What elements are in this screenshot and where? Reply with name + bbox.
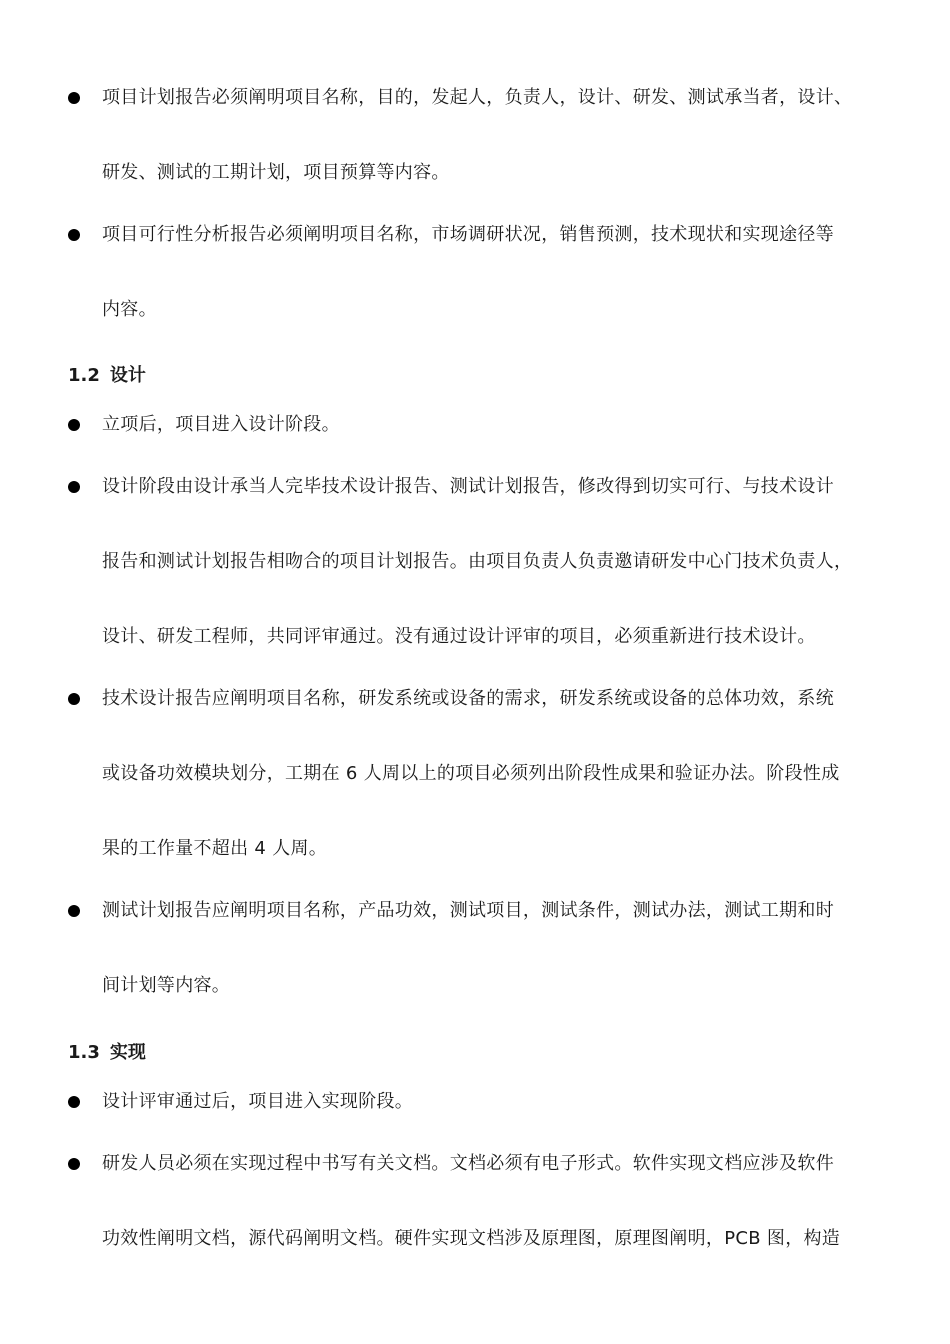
text-line: 报告和测试计划报告相吻合的项目计划报告。由项目负责人负责邀请研发中心门技术负责人， — [102, 551, 853, 572]
paragraph — [102, 220, 892, 370]
section-heading — [68, 361, 146, 391]
text-line: 项目计划报告必须阐明项目名称，目的，发起人，负责人，设计、研发、测试承当者，设计、 — [102, 87, 853, 108]
text-line: 技术设计报告应阐明项目名称，研发系统或设备的需求，研发系统或设备的总体功效，系统 — [102, 688, 834, 709]
text-line: 测试计划报告应阐明项目名称，产品功效，测试项目，测试条件，测试办法，测试工期和时 — [102, 900, 834, 921]
bullet-icon — [68, 229, 80, 241]
paragraph — [102, 472, 892, 697]
text-line: 设计评审通过后，项目进入实现阶段。 — [102, 1091, 414, 1112]
bullet-icon — [68, 481, 80, 493]
bullet-icon — [68, 693, 80, 705]
list-item — [102, 896, 892, 1046]
text-line: 设计阶段由设计承当人完毕技术设计报告、测试计划报告，修改得到切实可行、与技术设计 — [102, 476, 834, 497]
paragraph — [102, 896, 892, 1046]
bullet-icon — [68, 1096, 80, 1108]
list-item — [102, 83, 892, 233]
text-line: 设计、研发工程师，共同评审通过。没有通过设计评审的项目，必须重新进行技术设计。 — [102, 626, 816, 647]
paragraph — [102, 83, 892, 233]
section-number: 1.3 — [68, 1042, 100, 1063]
paragraph — [102, 1149, 892, 1299]
bullet-icon — [68, 905, 80, 917]
bullet-icon — [68, 419, 80, 431]
list-item — [102, 684, 892, 909]
section-title: 设计 — [109, 365, 146, 386]
bullet-icon — [68, 1158, 80, 1170]
text-line: 间计划等内容。 — [102, 975, 231, 996]
list-item — [102, 1149, 892, 1299]
text-line: 内容。 — [102, 299, 157, 320]
list-item — [102, 472, 892, 697]
text-line: 项目可行性分析报告必须阐明项目名称，市场调研状况，销售预测，技术现状和实现途径等 — [102, 224, 834, 245]
section-title: 实现 — [109, 1042, 146, 1063]
text-line: 研发、测试的工期计划，项目预算等内容。 — [102, 162, 450, 183]
paragraph — [102, 684, 892, 909]
list-item — [102, 220, 892, 370]
section-heading — [68, 1038, 146, 1068]
bullet-icon — [68, 92, 80, 104]
text-line: 立项后，项目进入设计阶段。 — [102, 414, 340, 435]
section-number: 1.2 — [68, 365, 100, 386]
text-line: 研发人员必须在实现过程中书写有关文档。文档必须有电子形式。软件实现文档应涉及软件 — [102, 1153, 834, 1174]
text-line: 或设备功效模块划分，工期在 6 人周以上的项目必须列出阶段性成果和验证办法。阶段性成 — [102, 763, 840, 784]
text-line: 功效性阐明文档，源代码阐明文档。硬件实现文档涉及原理图，原理图阐明，PCB 图，构造 — [102, 1228, 841, 1249]
text-line: 果的工作量不超出 4 人周。 — [102, 838, 328, 859]
